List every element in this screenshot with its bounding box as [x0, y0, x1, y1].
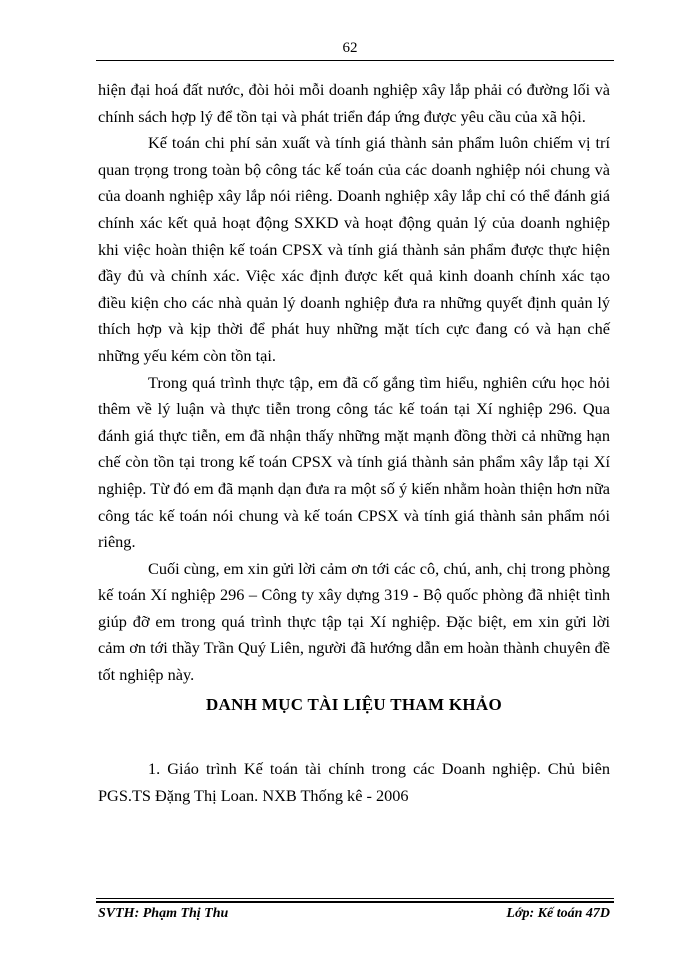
footer-class: Lớp: Kế toán 47D	[506, 906, 610, 921]
paragraph-acknowledgement: Cuối cùng, em xin gửi lời cảm ơn tới các cô, chú, anh, chị trong phòng kế toán Xí nghiệp 296 – Công ty xây dựng 319 - Bộ quốc phòng đã nhiệt tình giúp đỡ em trong quá trình thực tập tại Xí nghiệp. Đặc biệt, em xin gửi lời cảm ơn tới thầy Trần Quý Liên, người đã hướng dẫn em hoàn thành chuyên đề tốt nghiệp này.	[98, 558, 610, 685]
reference-item: 1. Giáo trình Kế toán tài chính trong các Doanh nghiệp. Chủ biên PGS.TS Đặng Thị Loan. NXB Thống kê - 2006	[98, 759, 610, 805]
paragraph-internship: Trong quá trình thực tập, em đã cố gắng tìm hiểu, nghiên cứu học hỏi thêm về lý luận và thực tiễn trong công tác kế toán tại Xí nghiệp 296. Qua đánh giá thực tiễn, em đã nhận thấy những mặt mạnh đồng thời cả những hạn chế còn tồn tại trong kế toán CPSX và tính giá thành sản phẩm xây lắp tại Xí nghiệp. Từ đó em đã mạnh dạn đưa ra một số ý kiến nhằm hoàn thiện hơn nữa công tác kế toán nói chung và kế toán CPSX và tính giá thành sản phẩm nói riêng.	[98, 372, 610, 552]
header-divider	[96, 60, 614, 61]
footer-divider-thin	[96, 898, 614, 899]
references-title: DANH MỤC TÀI LIỆU THAM KHẢO	[205, 694, 503, 714]
paragraph-cost-accounting: Kế toán chi phí sản xuất và tính giá thành sản phẩm luôn chiếm vị trí quan trọng trong toàn bộ công tác kế toán của các doanh nghiệp nói chung và của doanh nghiệp xây lắp nói riêng. Doanh nghiệp xây lắp chỉ có thể đánh giá chính xác kết quả hoạt động SXKD và hoạt động quản lý của doanh nghiệp khi việc hoàn thiện kế toán CPSX và tính giá thành sản phẩm được thực hiện đầy đủ và chính xác. Việc xác định được kết quả kinh doanh chính xác tạo điều kiện cho các nhà quản lý doanh nghiệp đưa ra những quyết định quản lý thích hợp và kịp thời để phát huy những mặt tích cực đang có và hạn chế những yếu kém còn tồn tại.	[98, 133, 610, 365]
footer-student: SVTH: Phạm Thị Thu	[98, 906, 229, 921]
page-body	[98, 77, 610, 809]
page-number: 62	[342, 40, 358, 56]
paragraph-continuation: hiện đại hoá đất nước, đòi hỏi mỗi doanh nghiệp xây lắp phải có đường lối và chính sách hợp lý để tồn tại và phát triển đáp ứng được yêu cầu của xã hội.	[98, 80, 610, 126]
footer-divider-thick	[96, 901, 614, 903]
